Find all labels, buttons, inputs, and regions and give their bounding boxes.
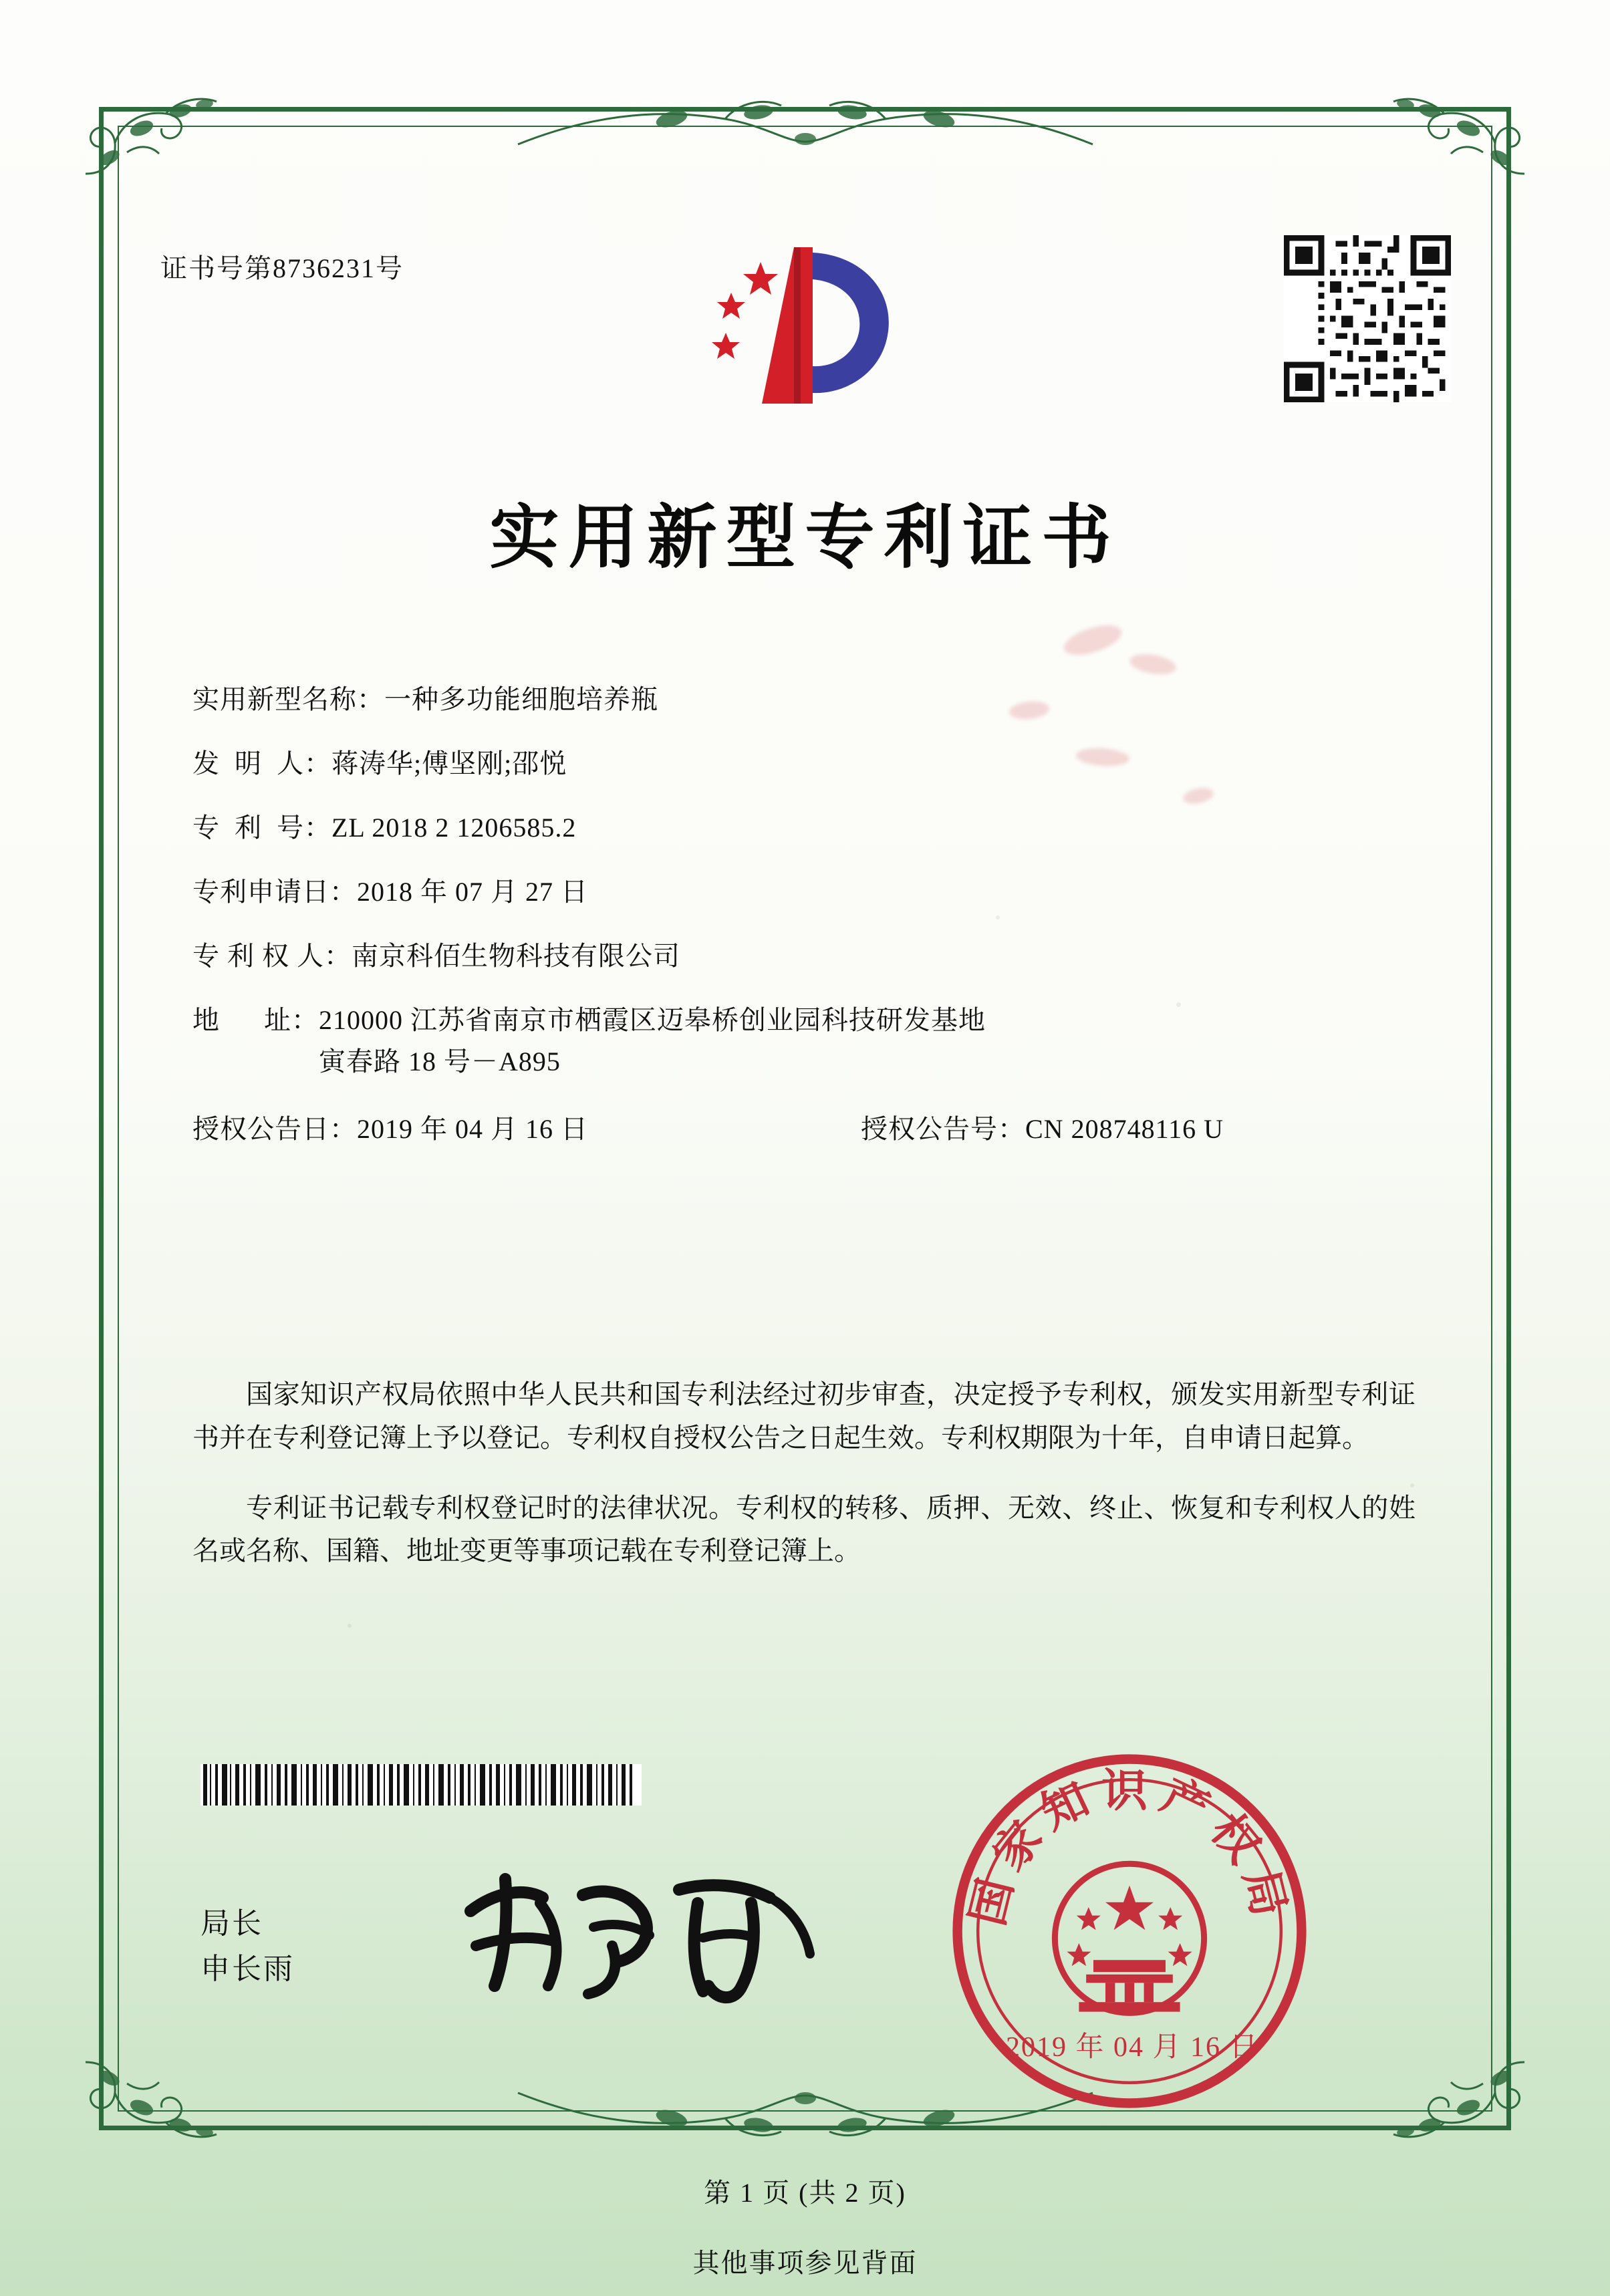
field-label: 授权公告号： bbox=[861, 1114, 1025, 1144]
legal-paragraph: 国家知识产权局依照中华人民共和国专利法经过初步审查，决定授予专利权，颁发实用新型专利证书并在专利登记簿上予以登记。专利权自授权公告之日起生效。专利权期限为十年，自申请日起算。 bbox=[192, 1379, 1416, 1453]
field-value: 南京科佰生物科技有限公司 bbox=[352, 941, 680, 971]
field-value: 一种多功能细胞培养瓶 bbox=[384, 684, 658, 714]
field-inventors bbox=[192, 746, 1422, 782]
field-label: 地 址： bbox=[192, 1005, 319, 1035]
field-label: 实用新型名称： bbox=[192, 684, 384, 714]
field-value: CN 208748116 U bbox=[1025, 1114, 1224, 1144]
field-value: 2018 年 07 月 27 日 bbox=[357, 877, 588, 907]
field-list bbox=[192, 682, 1422, 1174]
commissioner-title: 局长 bbox=[200, 1907, 263, 1940]
cnipa-logo-icon bbox=[682, 235, 902, 429]
field-value: 2019 年 04 月 16 日 bbox=[357, 1114, 588, 1144]
field-patent-number bbox=[192, 810, 1422, 846]
page-indicator: 第 1 页 (共 2 页) bbox=[704, 2178, 906, 2208]
field-label: 授权公告日： bbox=[192, 1114, 357, 1144]
field-value-continuation: 寅春路 18 号－A895 bbox=[319, 1046, 561, 1077]
field-application-date bbox=[192, 874, 1422, 910]
certificate-number: 证书号第8736231号 bbox=[160, 253, 404, 283]
field-value: ZL 2018 2 1206585.2 bbox=[331, 813, 577, 843]
field-announcement-date bbox=[192, 1108, 861, 1146]
barcode bbox=[200, 1764, 642, 1806]
commissioner-name: 申长雨 bbox=[200, 1953, 295, 1986]
field-label: 发 明 人： bbox=[192, 748, 331, 778]
signature-block bbox=[200, 1901, 295, 1992]
page-title: 实用新型专利证书 bbox=[489, 496, 1121, 578]
handwritten-signature-icon bbox=[454, 1858, 829, 2011]
back-side-note: 其他事项参见背面 bbox=[692, 2248, 918, 2278]
legal-text-block bbox=[192, 1346, 1416, 1576]
field-label: 专 利 号： bbox=[192, 813, 331, 843]
field-value-wrap bbox=[319, 1002, 1422, 1080]
qr-code-icon bbox=[1284, 235, 1451, 402]
legal-paragraph: 专利证书记载专利权登记时的法律状况。专利权的转移、质押、无效、终止、恢复和专利权人的姓名或名称、国籍、地址变更等事项记载在专利登记簿上。 bbox=[192, 1492, 1416, 1566]
field-label: 专利申请日： bbox=[192, 877, 357, 907]
field-patentee bbox=[192, 938, 1422, 974]
seal-date: 2019 年 04 月 16 日 bbox=[1006, 2032, 1259, 2063]
field-announcement-row bbox=[192, 1108, 1422, 1146]
field-utility-model-name bbox=[192, 682, 1422, 718]
field-value: 蒋涛华;傅坚刚;邵悦 bbox=[331, 748, 567, 778]
field-announcement-number bbox=[861, 1108, 1422, 1146]
field-label: 专 利 权 人： bbox=[192, 941, 352, 971]
svg-text:国家知识产权局: 国家知识产权局 bbox=[960, 1763, 1299, 1931]
field-address bbox=[192, 1002, 1422, 1080]
field-value: 210000 江苏省南京市栖霞区迈皋桥创业园科技研发基地 bbox=[319, 1005, 986, 1035]
